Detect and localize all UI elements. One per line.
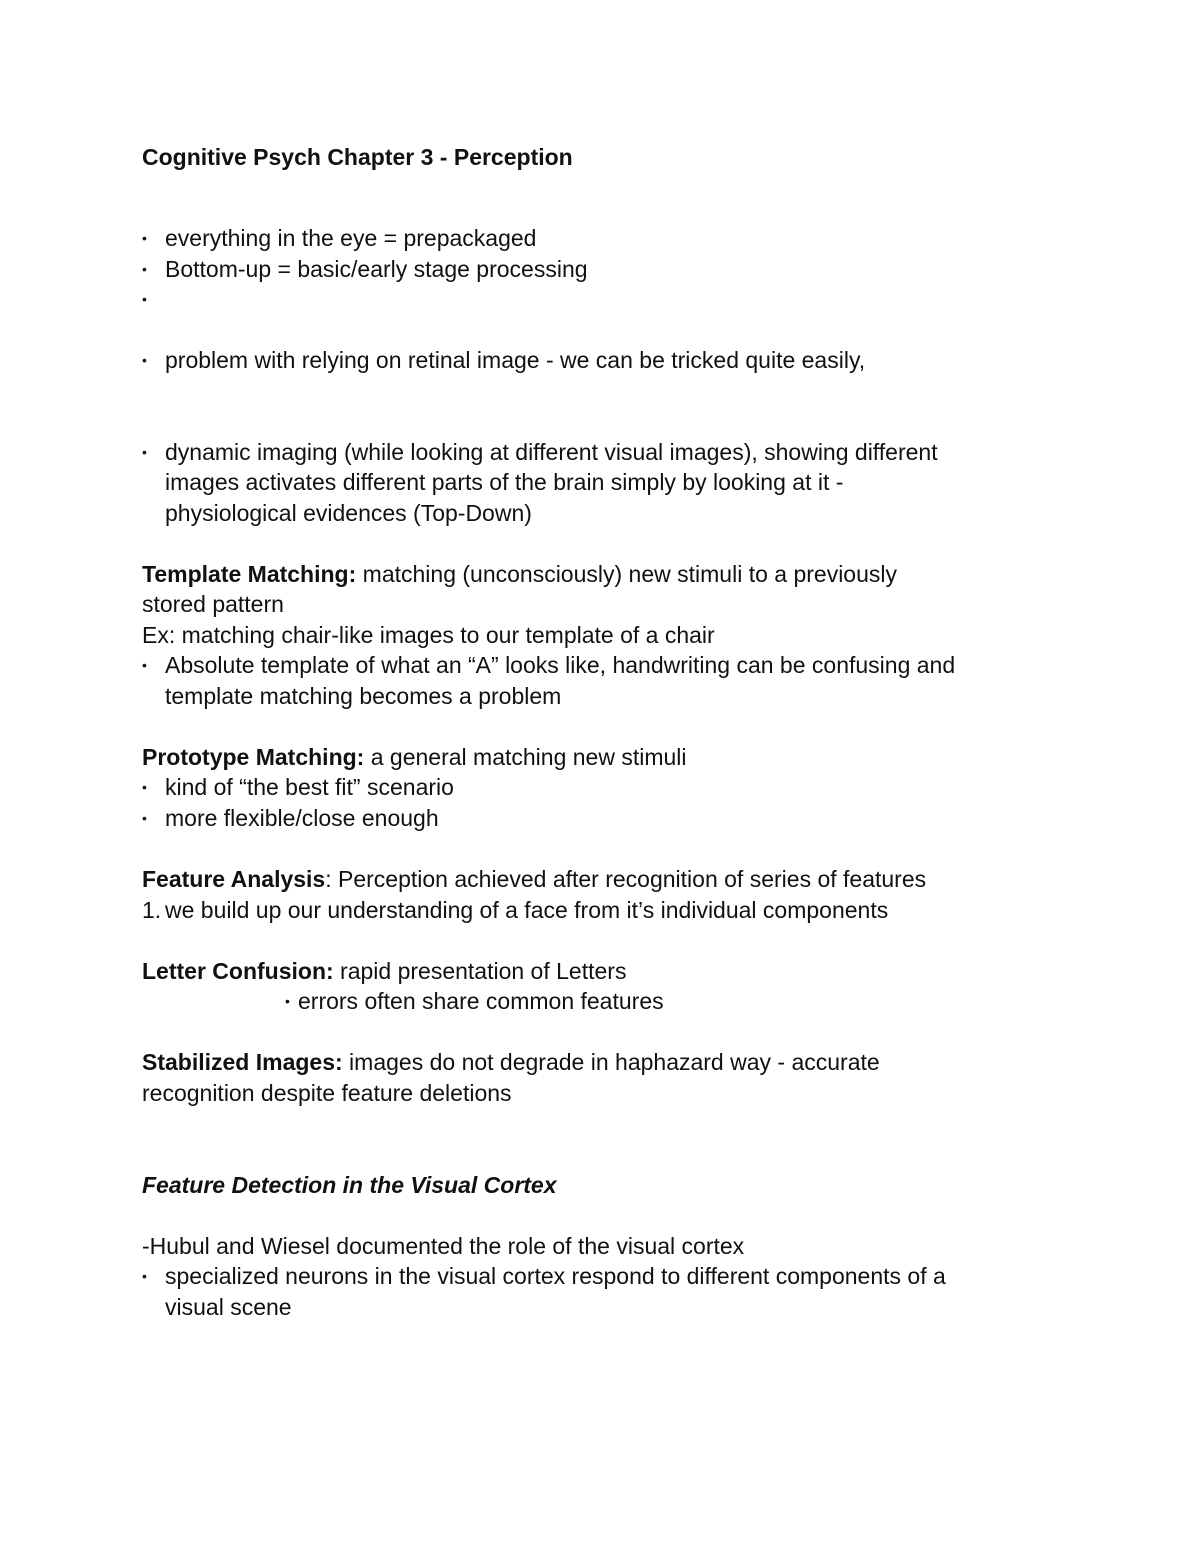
bullet-marker: • <box>142 261 147 277</box>
bullet-marker: • <box>142 444 147 460</box>
bullet-marker: • <box>142 230 147 246</box>
term-label: Template Matching: <box>142 561 357 587</box>
list-item-continuation: physiological evidences (Top-Down) <box>165 500 532 526</box>
term-label: Letter Confusion: <box>142 958 334 984</box>
bullet-marker: • <box>142 1268 147 1284</box>
term-label: Feature Analysis <box>142 866 326 892</box>
definition-text: images do not degrade in haphazard way - accurate <box>342 1049 880 1075</box>
bullet-marker: • <box>285 993 290 1009</box>
example-text: Ex: matching chair-like images to our template of a chair <box>142 622 715 648</box>
definition-text: a general matching new stimuli <box>364 744 687 770</box>
definition-text: : Perception achieved after recognition of series of features <box>325 866 927 892</box>
prototype-matching-definition <box>142 742 687 772</box>
definition-continuation: recognition despite feature deletions <box>142 1080 512 1106</box>
definition-text: rapid presentation of Letters <box>333 958 627 984</box>
bullet-marker: • <box>142 291 147 307</box>
stabilized-images-definition <box>142 1047 880 1077</box>
template-matching-definition <box>142 559 897 589</box>
list-item: kind of “the best fit” scenario <box>165 774 454 800</box>
list-item: dynamic imaging (while looking at different visual images), showing different <box>165 439 938 465</box>
list-item: Absolute template of what an “A” looks like, handwriting can be confusing and <box>165 652 956 678</box>
list-item: problem with relying on retinal image - we can be tricked quite easily, <box>165 347 866 373</box>
list-item: more flexible/close enough <box>165 805 439 831</box>
list-item-continuation: template matching becomes a problem <box>165 683 562 709</box>
list-item: errors often share common features <box>298 988 664 1014</box>
letter-confusion-definition <box>142 956 626 986</box>
feature-analysis-definition <box>142 864 926 894</box>
page-title: Cognitive Psych Chapter 3 - Perception <box>142 144 573 170</box>
bullet-marker: • <box>142 352 147 368</box>
paragraph-text: -Hubul and Wiesel documented the role of the visual cortex <box>142 1233 745 1259</box>
numbered-marker: 1. <box>142 897 162 923</box>
term-label: Stabilized Images: <box>142 1049 343 1075</box>
numbered-item: we build up our understanding of a face from it’s individual components <box>165 897 889 923</box>
definition-continuation: stored pattern <box>142 591 284 617</box>
list-item-continuation: visual scene <box>165 1294 292 1320</box>
bullet-marker: • <box>142 657 147 673</box>
definition-text: matching (unconsciously) new stimuli to a previously <box>356 561 897 587</box>
list-item: specialized neurons in the visual cortex respond to different components of a <box>165 1263 946 1289</box>
section-heading: Feature Detection in the Visual Cortex <box>142 1172 557 1198</box>
bullet-marker: • <box>142 779 147 795</box>
list-item: Bottom-up = basic/early stage processing <box>165 256 588 282</box>
list-item-continuation: images activates different parts of the brain simply by looking at it - <box>165 469 844 495</box>
list-item: everything in the eye = prepackaged <box>165 225 537 251</box>
bullet-marker: • <box>142 810 147 826</box>
term-label: Prototype Matching: <box>142 744 365 770</box>
